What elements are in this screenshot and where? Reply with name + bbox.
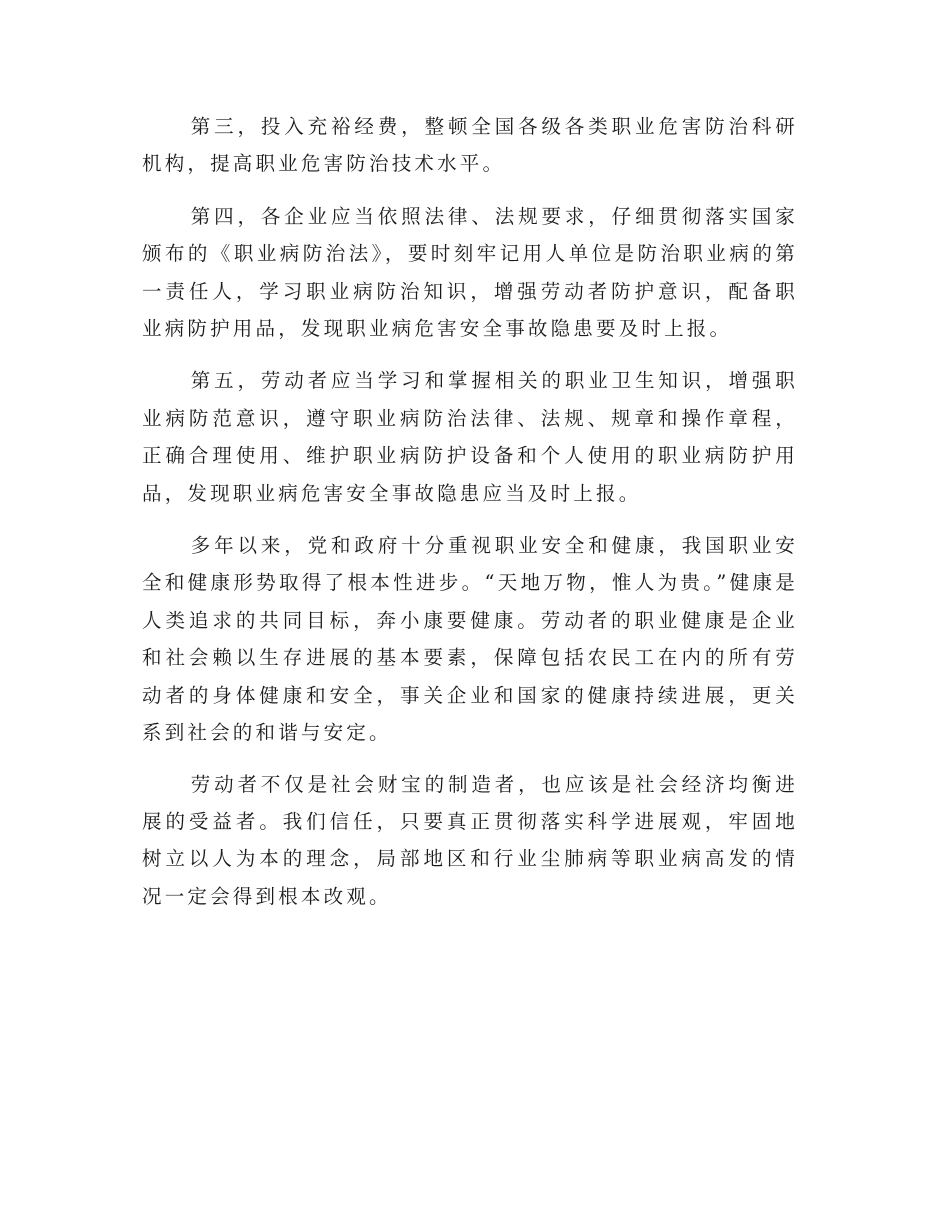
paragraph-third-measure: 第三，投入充裕经费，整顿全国各级各类职业危害防治科研机构，提高职业危害防治技术水平。: [142, 115, 798, 176]
paragraph-fifth-measure: 第五，劳动者应当学习和掌握相关的职业卫生知识，增强职业病防范意识，遵守职业病防治法律、法规、规章和操作章程，正确合理使用、维护职业病防护设备和个人使用的职业病防护用品，发现职业病危害安全事故隐患应当及时上报。: [142, 369, 798, 505]
paragraph-government-attention: 多年以来，党和政府十分重视职业安全和健康，我国职业安全和健康形势取得了根本性进步。“天地万物，惟人为贵。”健康是人类追求的共同目标，奔小康要健康。劳动者的职业健康是企业和社会赖以生存进展的基本要素，保障包括农民工在内的所有劳动者的身体健康和安全，事关企业和国家的健康持续进展，更关系到社会的和谐与安定。: [142, 534, 798, 745]
document-body: [142, 108, 798, 915]
paragraph-fourth-measure: 第四，各企业应当依照法律、法规要求，仔细贯彻落实国家颁布的《职业病防治法》，要时刻牢记用人单位是防治职业病的第一责任人，学习职业病防治知识，增强劳动者防护意识，配备职业病防护用品，发现职业病危害安全事故隐患要及时上报。: [142, 204, 798, 341]
paragraph-conclusion: 劳动者不仅是社会财宝的制造者，也应该是社会经济均衡进展的受益者。我们信任，只要真正贯彻落实科学进展观，牢固地树立以人为本的理念，局部地区和行业尘肺病等职业病高发的情况一定会得到根本改观。: [142, 772, 798, 908]
